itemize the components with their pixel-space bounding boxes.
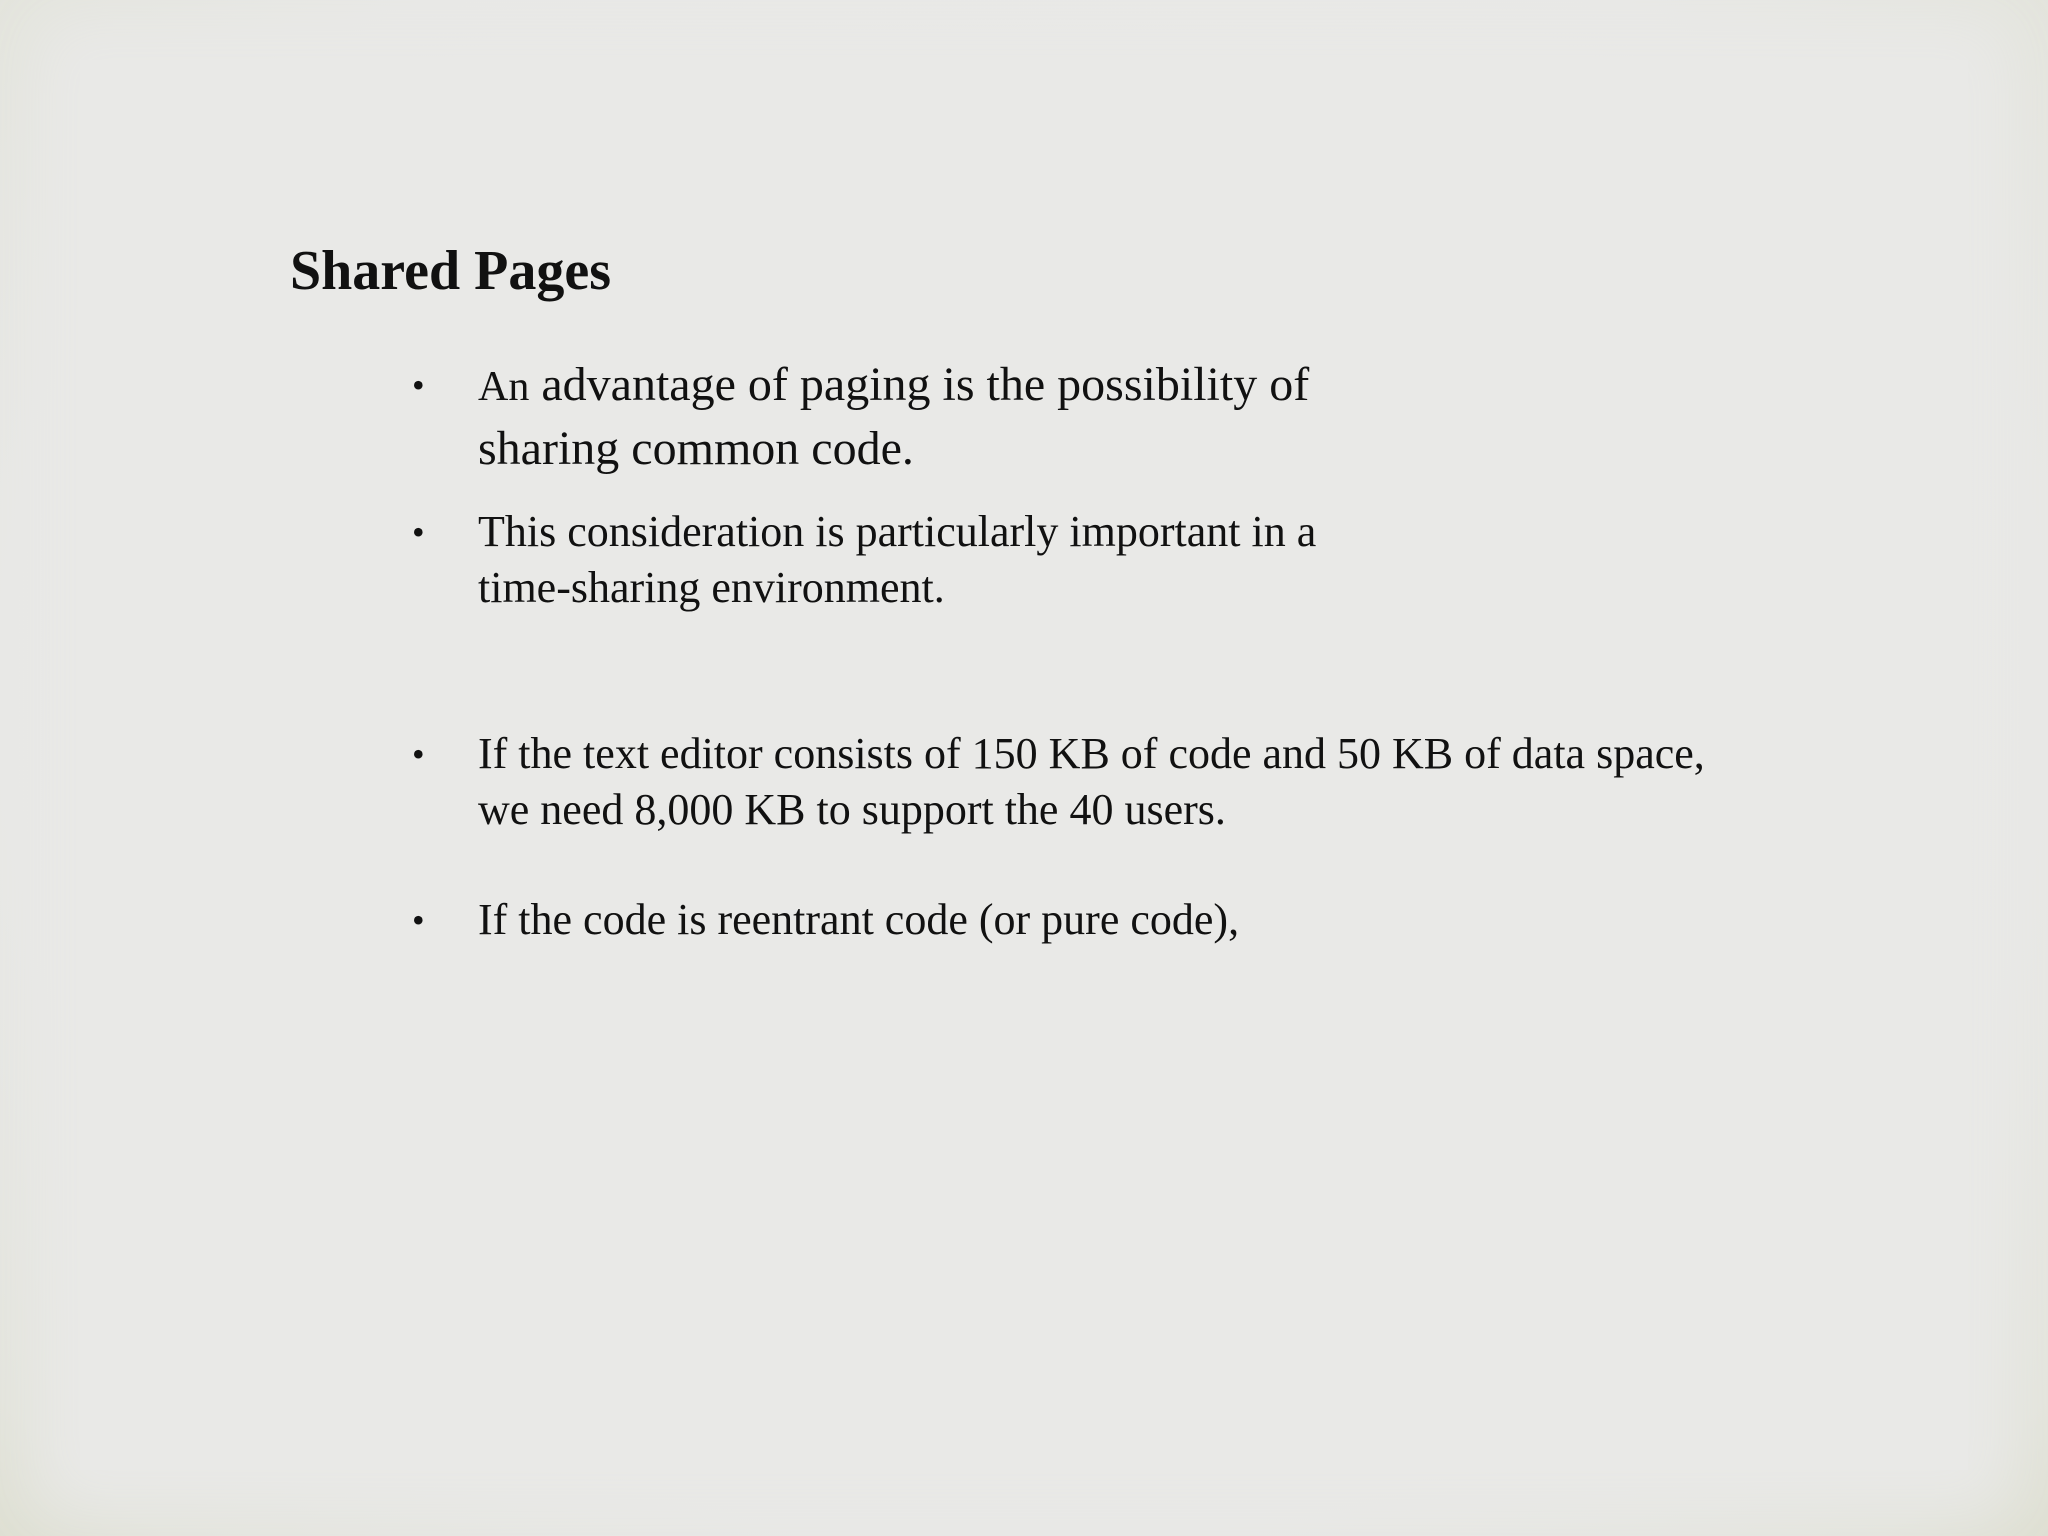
slide-title: Shared Pages — [290, 240, 611, 302]
bullet-marker: • — [412, 365, 425, 405]
bullet-marker: • — [412, 900, 425, 940]
bullet-line: If the code is reentrant code (or pure code), — [478, 895, 1240, 944]
bullet-line: we need 8,000 KB to support the 40 users. — [478, 785, 1226, 834]
bullet-text — [478, 892, 1239, 948]
bullet-lead-word: An — [478, 364, 530, 410]
bullet-text — [478, 726, 1705, 838]
bullet-line: sharing common code. — [478, 422, 914, 475]
bullet-marker: • — [412, 512, 425, 552]
bullet-line: This consideration is particularly important in a — [478, 507, 1317, 556]
bullet-line: If the text editor consists of 150 KB of code and 50 KB of data space, — [478, 729, 1705, 778]
bullet-text — [478, 354, 1309, 480]
bullet-line: time-sharing environment. — [478, 563, 945, 612]
bullet-line: advantage of paging is the possibility of — [541, 358, 1310, 411]
bullet-marker: • — [412, 734, 425, 774]
bullet-text — [478, 504, 1316, 616]
